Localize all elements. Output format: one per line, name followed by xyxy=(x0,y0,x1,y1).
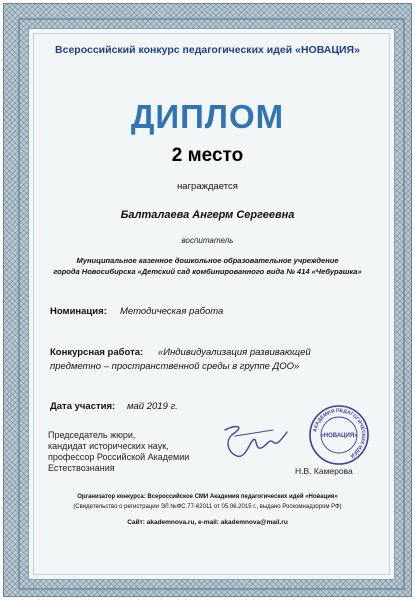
chair-line: Естествознания xyxy=(48,463,115,473)
organization-line: Муниципальное казенное дошкольное образовательное учреждение xyxy=(76,256,339,265)
contest-title: Всероссийский конкурс педагогических идей «НОВАЦИЯ» xyxy=(55,44,360,56)
work-title-line: «Индивидуализация развивающей xyxy=(158,347,311,358)
work-label: Конкурсная работа: xyxy=(50,347,144,358)
organization-line: города Новосибирска «Детский сад комбинированного вида № 414 «Чебурашка» xyxy=(53,267,362,276)
work-title-line: предметно – пространственной среды в группе ДОО» xyxy=(50,361,300,372)
recipient-position: воспитатель xyxy=(181,236,234,245)
organization xyxy=(40,255,375,277)
place-label: 2 место xyxy=(171,145,244,166)
chair-line: кандидат исторических наук, xyxy=(48,441,169,451)
awarded-label: награждается xyxy=(177,181,238,192)
nomination-value: Методическая работа xyxy=(120,306,224,317)
date-value: май 2019 г. xyxy=(127,401,178,412)
recipient-name: Балталаева Ангерм Сергеевна xyxy=(120,209,295,221)
date-label: Дата участия: xyxy=(50,401,116,412)
footer-contacts: Сайт: akademnova.ru, e-mail: akademnova@mail.ru xyxy=(127,519,288,526)
footer-organizer: Организатор конкурса: Всероссийское СМИ Академия педагогических идей «Новация» xyxy=(77,494,338,500)
chair-line: профессор Российской Академии xyxy=(48,452,190,462)
stamp-ring-text: АКАДЕМИЯ ПЕДАГОГИЧЕСКИХ ИДЕЙ xyxy=(312,407,367,459)
stamp-seal xyxy=(308,404,370,466)
signature xyxy=(215,422,290,462)
signer-name: Н.В. Камерова xyxy=(295,466,353,476)
footer-registration: (Свидетельство о регистрации ЭЛ №ФС 77-62011 от 05.06.2015 г., выдано Роскомнадзором РФ) xyxy=(73,504,342,510)
diploma-title: ДИПЛОМ xyxy=(130,98,285,135)
stamp-center-text: «НОВАЦИЯ» xyxy=(320,433,358,439)
chair-line: Председатель жюри, xyxy=(48,430,136,440)
nomination-label: Номинация: xyxy=(50,306,107,317)
